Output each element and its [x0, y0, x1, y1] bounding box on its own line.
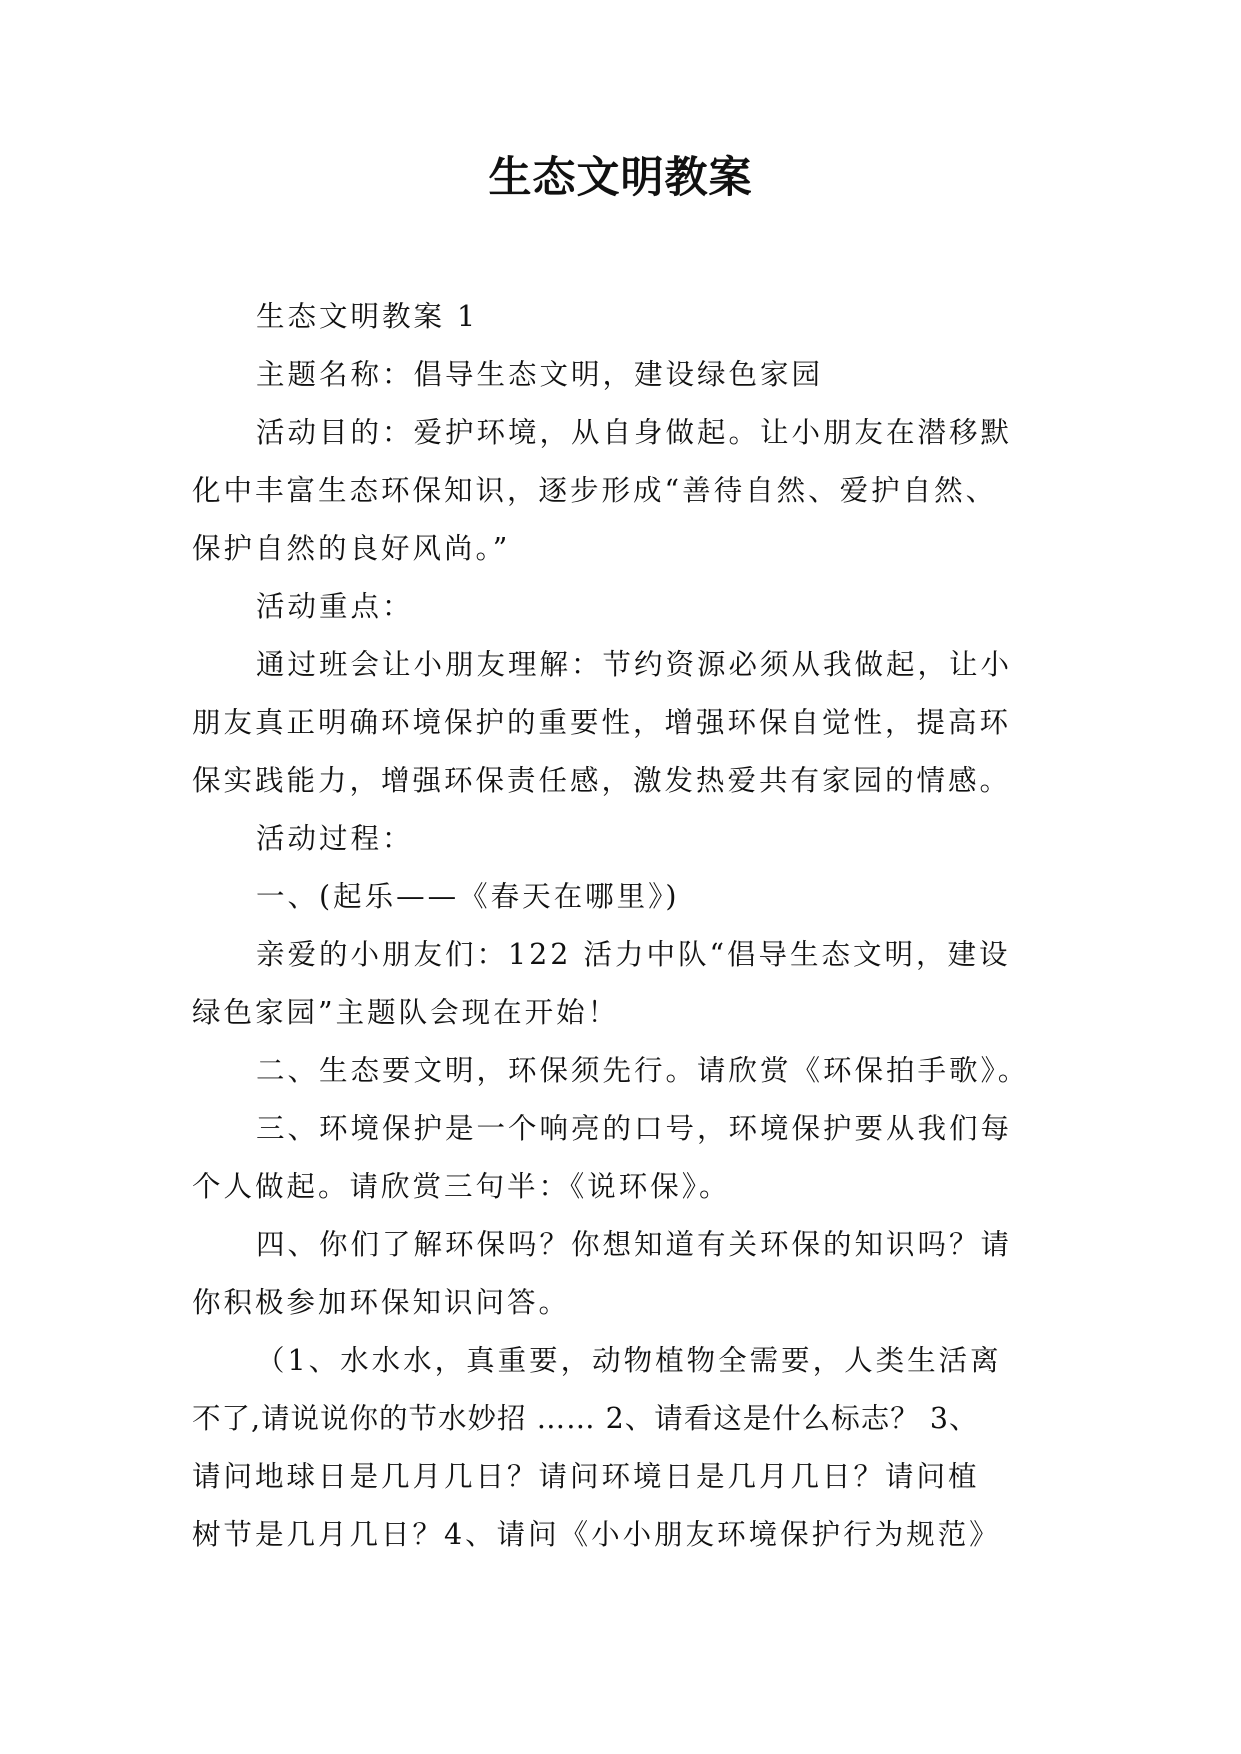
paragraph-line: 请问地球日是几月几日？请问环境日是几月几日？请问植 — [192, 1460, 980, 1493]
paragraph-line: 朋友真正明确环境保护的重要性，增强环保自觉性，提高环 — [192, 706, 1012, 739]
paragraph-line: 亲爱的小朋友们：122 活力中队“倡导生态文明，建设 — [256, 938, 1011, 971]
paragraph-line: 你积极参加环保知识问答。 — [192, 1286, 571, 1319]
paragraph-line: 通过班会让小朋友理解：节约资源必须从我做起，让小 — [256, 648, 1013, 681]
paragraph-line: 不了,请说说你的节水妙招 …… 2、请看这是什么标志？ 3、 — [192, 1402, 979, 1435]
paragraph-line: 保护自然的良好风尚。” — [192, 532, 511, 565]
paragraph-line: 化中丰富生态环保知识，逐步形成“善待自然、爱护自然、 — [192, 474, 998, 507]
paragraph-line: 一、(起乐——《春天在哪里》) — [256, 880, 680, 913]
paragraph-line: 主题名称：倡导生态文明，建设绿色家园 — [256, 358, 824, 391]
paragraph-line: 个人做起。请欣赏三句半：《说环保》。 — [192, 1170, 731, 1203]
paragraph-line: 绿色家园”主题队会现在开始！ — [192, 996, 620, 1029]
paragraph-line: 四、你们了解环保吗？你想知道有关环保的知识吗？请 — [256, 1228, 1013, 1261]
paragraph-line: 活动重点： — [256, 590, 414, 623]
section-heading: 生态文明教案 1 — [256, 300, 479, 333]
paragraph-line: 活动过程： — [256, 822, 414, 855]
paragraph-line: 二、生态要文明，环保须先行。请欣赏《环保拍手歌》。 — [256, 1054, 1030, 1087]
paragraph-line: 三、环境保护是一个响亮的口号，环境保护要从我们每 — [256, 1112, 1013, 1145]
document-body — [192, 288, 1052, 1564]
paragraph-line: （1、水水水，真重要，动物植物全需要，人类生活离 — [256, 1344, 1002, 1377]
document-title: 生态文明教案 — [488, 153, 753, 203]
paragraph-line: 活动目的：爱护环境，从自身做起。让小朋友在潜移默 — [256, 416, 1013, 449]
paragraph-line: 树节是几月几日？4、请问《小小朋友环境保护行为规范》 — [192, 1518, 1001, 1551]
paragraph-line: 保实践能力，增强环保责任感，激发热爱共有家园的情感。 — [192, 764, 1012, 797]
